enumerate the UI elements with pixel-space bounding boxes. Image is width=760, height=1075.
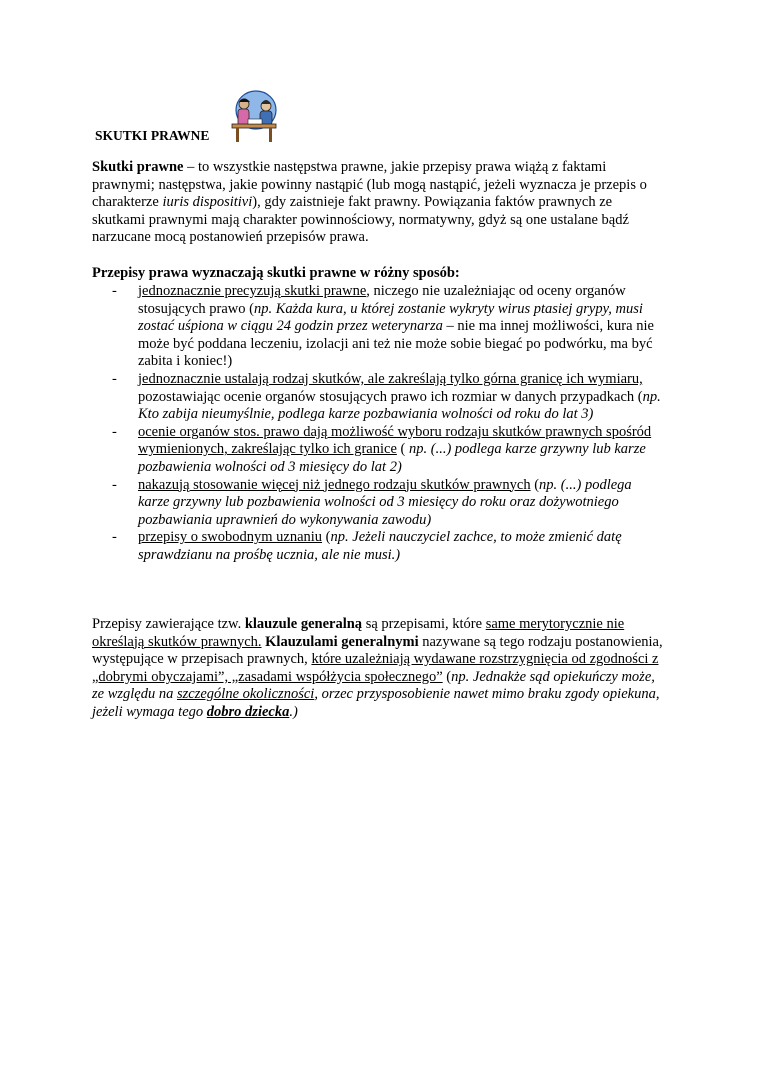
intro-term: Skutki prawne [92, 159, 184, 175]
iuris-term: iuris dispositivi [162, 194, 253, 211]
list-item: - jednoznacznie ustalają rodzaj skutków, ale zakreślają tylko górna granicę ich wymiaru, pozostawiając ocenie organów stosujących prawo ich rozmiar w danych przypadkach (np. Kto zabija nieumyślnie, podlega karze pozbawiania wolności od roku do lat 3) [92, 371, 664, 424]
general-clauses-paragraph: Przepisy zawierające tzw. klauzule generalną są przepisami, które same merytorycznie nie określają skutków prawnych. Klauzulami generalnymi nazywane są tego rodzaju postanowienia, występujące w przepisach prawnych, które uzależniają wydawane rozstrzygnięcia od zgodności z „dobrymi obyczajami”, „zasadami współżycia społecznego” (np. Jednakże sąd opiekuńczy może, ze względu na szczególne okoliczności, orzec przysposobienie nawet mimo braku zgody opiekuna, jeżeli wymaga tego dobro dziecka.) [92, 616, 663, 720]
page-title: SKUTKI PRAWNE [95, 128, 210, 143]
list-item: - przepisy o swobodnym uznaniu (np. Jeżeli nauczyciel zachce, to może zmienić datę sprawdzianu na prośbę ucznia, ale nie musi.) [92, 529, 664, 564]
students-at-desk-clipart [226, 88, 282, 144]
list-heading: Przepisy prawa wyznaczają skutki prawne w różny sposób: [92, 265, 460, 281]
intro-paragraph [92, 159, 664, 247]
ways-list [92, 283, 664, 565]
intro-text-2: ), gdy zaistnieje fakt prawny. Powiązania faktów prawnych ze skutkami prawnymi mają charakter powinnościowy, normatywny, gdyż są one ustalane bądź narzucane mocą postanowień przepisów prawa. [92, 194, 629, 246]
list-item: - jednoznacznie precyzują skutki prawne, niczego nie uzależniając od oceny organów stosujących prawo (np. Każda kura, u której zostanie wykryty wirus ptasiej grypy, musi zostać uśpiona w ciągu 24 godzin przez weterynarza – nie ma innej możliwości, kura nie może być poddana leczeniu, izolacji ani też nie może sobie biegać po podwórku, ma być zabita i koniec!) [92, 283, 664, 371]
intro-text-1: – to wszystkie następstwa prawne, jakie przepisy prawa wiążą z faktami prawnymi; następstwa, jakie powinny nastąpić (lub mogą nastąpić, jeżeli wyznacza je przepis o charakterze [92, 159, 647, 211]
list-item: - ocenie organów stos. prawo dają możliwość wyboru rodzaju skutków prawnych spośród wymienionych, zakreślając tylko ich granice ( np. (...) podlega karze grzywny lub karze pozbawienia wolności od 3 miesięcy do lat 2) [92, 424, 664, 477]
list-item: - nakazują stosowanie więcej niż jednego rodzaju skutków prawnych (np. (...) podlega karze grzywny lub pozbawienia wolności od 3 miesięcy do roku oraz dożywotniego pozbawiania uprawnień do wykonywania zawodu) [92, 477, 664, 530]
